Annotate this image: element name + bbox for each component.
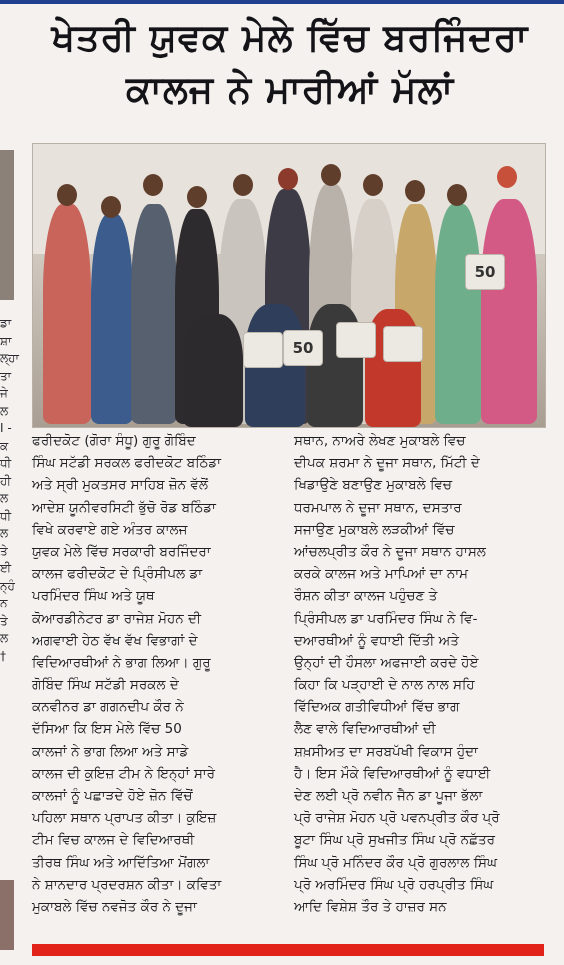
text-line: ਅਗਵਾਈ ਹੇਠ ਵੱਖ ਵੱਖ ਵਿਭਾਗਾਂ ਦੇ: [32, 632, 198, 649]
text-line: ਪ੍ਰਿੰਸੀਪਲ ਡਾ ਪਰਮਿੰਦਰ ਸਿੰਘ ਨੇ ਵਿ-: [294, 610, 478, 627]
headline-line-1: ਖੇਤਰੀ ਯੁਵਕ ਮੇਲੇ ਵਿੱਚ ਬਰਜਿੰਦਰਾ: [51, 16, 529, 59]
text-line: ਤੇ: [0, 613, 8, 628]
photo-head: [321, 164, 341, 186]
photo-person: [43, 204, 91, 424]
text-line: ਆਦੇਸ਼ ਯੂਨੀਵਰਸਿਟੀ ਭੁੱਚੋ ਰੋਡ ਬਠਿੰਡਾ: [32, 499, 216, 516]
text-line: ਕਾਲਜ ਦੀ ਕੁਇਜ਼ ਟੀਮ ਨੇ ਇਨ੍ਹਾਂ ਸਾਰੇ: [32, 765, 216, 782]
text-line: ਗੋਬਿੰਦ ਸਿੰਘ ਸਟੱਡੀ ਸਰਕਲ ਦੇ: [32, 677, 179, 694]
text-line: ਹੈ। ਇਸ ਮੌਕੇ ਵਿਦਿਆਰਥੀਆਂ ਨੂੰ ਵਧਾਈ: [294, 765, 491, 782]
photo-head: [233, 174, 253, 196]
text-line: ਧਰਮਪਾਲ ਨੇ ਦੂਜਾ ਸਥਾਨ, ਦਸਤਾਰ: [294, 499, 462, 516]
adjacent-column-fragment: [0, 315, 19, 965]
photo-person: [183, 314, 243, 427]
text-line: ਕਾਲਜ ਫਰੀਦਕੋਟ ਦੇ ਪ੍ਰਿੰਸੀਪਲ ਡਾ: [32, 566, 203, 583]
text-line: ਤੀਰਥ ਸਿੰਘ ਅਤੇ ਆਦਿੱਤਿਆ ਮੋਂਗਲਾ: [32, 854, 210, 871]
text-line: ਲ: [0, 631, 9, 645]
text-line: ਕੋਆਰਡੀਨੇਟਰ ਡਾ ਰਾਜੇਸ਼ ਮੋਹਨ ਦੀ: [32, 610, 202, 627]
text-line: ਨ੍ਹੰ: [0, 578, 15, 593]
text-line: ਨ: [0, 596, 8, 610]
text-line: ਪ੍ਰੋ ਅਰਮਿੰਦਰ ਸਿੰਘ ਪ੍ਰੋ ਹਰਪ੍ਰੀਤ ਸਿੰਘ: [294, 876, 494, 893]
text-line: ਸ਼ਾ: [0, 333, 12, 348]
photo-head: [187, 186, 207, 208]
text-line: ਕਰਕੇ ਕਾਲਜ ਅਤੇ ਮਾਪਿਆਂ ਦਾ ਨਾਮ: [294, 566, 469, 583]
text-line: ਲ: [0, 403, 9, 418]
headline-line-2: ਕਾਲਜ ਨੇ ਮਾਰੀਆਂ ਮੱਲਾਂ: [126, 68, 454, 111]
text-line: ਡਾ: [0, 316, 12, 330]
photo-person: [91, 214, 133, 424]
adjacent-photo-fragment: [0, 150, 14, 300]
text-line: ਆਦਿ ਵਿਸ਼ੇਸ਼ ਤੌਰ ਤੇ ਹਾਜ਼ਰ ਸਨ: [294, 898, 447, 915]
photo-head: [101, 196, 121, 218]
text-line: ਕਨਵੀਨਰ ਡਾ ਗਗਨਦੀਪ ਕੌਰ ਨੇ: [32, 699, 184, 716]
text-line: ਅਤੇ ਸ੍ਰੀ ਮੁਕਤਸਰ ਸਾਹਿਬ ਜ਼ੋਨ ਵੱਲੋਂ: [32, 477, 208, 494]
text-line: ਈ: [0, 561, 12, 575]
text-line: ਜੇ: [0, 386, 8, 400]
trophy-board: 50: [283, 330, 323, 366]
text-line: ਮੁਕਾਬਲੇ ਵਿੱਚ ਨਵਜੋਤ ਕੌਰ ਨੇ ਦੂਜਾ: [32, 898, 197, 915]
adjacent-photo-fragment-bottom: [0, 880, 14, 950]
text-line: ਰੌਸ਼ਨ ਕੀਤਾ ਕਾਲਜ ਪਹੁੰਚਣ ਤੇ: [294, 588, 438, 605]
text-line: ਪਰਮਿੰਦਰ ਸਿੰਘ ਅਤੇ ਯੂਥ: [32, 588, 155, 605]
text-line: ਫਰੀਦਕੋਟ (ਗੋਰਾ ਸੰਧੂ) ਗੁਰੂ ਗੋਬਿੰਦ: [32, 433, 196, 449]
text-line: ਤੇ: [0, 543, 8, 558]
photo-head: [497, 166, 517, 188]
text-line: ਸਥਾਨ, ਨਾਅਰੇ ਲੇਖਣ ਮੁਕਾਬਲੇ ਵਿਚ: [294, 433, 466, 449]
footer-red-bar: [32, 944, 544, 956]
text-line: ਧੀ: [0, 456, 12, 470]
headline: [20, 12, 560, 116]
text-line: ਵਿਖੇ ਕਰਵਾਏ ਗਏ ਅੰਤਰ ਕਾਲਜ: [32, 521, 188, 538]
text-line: ਲ: [0, 491, 9, 505]
text-line: ਖਿਡਾਉਣੇ ਬਣਾਉਣ ਮੁਕਾਬਲੇ ਵਿਚ: [294, 477, 452, 494]
text-line: ਲ੍ਹਾ: [0, 351, 19, 365]
photo-person: [131, 204, 177, 424]
article-column-left: [32, 430, 282, 945]
trophy-board: 50: [465, 254, 505, 290]
photo-head: [363, 174, 383, 196]
trophy-board: [336, 322, 376, 358]
top-rule: [0, 0, 564, 4]
text-line: ਦੀਪਕ ਸ਼ਰਮਾ ਨੇ ਦੂਜਾ ਸਥਾਨ, ਮਿੱਟੀ ਦੇ: [294, 455, 480, 472]
text-line: ਦੱਸਿਆ ਕਿ ਇਸ ਮੇਲੇ ਵਿੱਚ 50: [32, 721, 182, 738]
text-line: ਸਜਾਉਣ ਮੁਕਾਬਲੇ ਲੜਕੀਆਂ ਵਿੱਚ: [294, 521, 455, 538]
text-line: ਵਿੱਦਿਅਕ ਗਤੀਵਿਧੀਆਂ ਵਿੱਚ ਭਾਗ: [294, 699, 460, 716]
photo-head: [405, 180, 425, 202]
text-line: ਕਿਹਾ ਕਿ ਪੜ੍ਹਾਈ ਦੇ ਨਾਲ ਨਾਲ ਸਹਿ: [294, 677, 475, 694]
text-line: ਟੀਮ ਵਿਚ ਕਾਲਜ ਦੇ ਵਿਦਿਆਰਥੀ: [32, 832, 195, 849]
text-line: I -: [0, 421, 12, 435]
text-line: ਸ਼ਖ਼ਸੀਅਤ ਦਾ ਸਰਬਪੱਖੀ ਵਿਕਾਸ ਹੁੰਦਾ: [294, 743, 478, 760]
text-line: ਨੇ ਸ਼ਾਨਦਾਰ ਪ੍ਰਦਰਸ਼ਨ ਕੀਤਾ। ਕਵਿਤਾ: [32, 876, 222, 893]
photo-head: [278, 168, 298, 190]
text-line: †: [0, 648, 6, 663]
text-line: ਲੈਣ ਵਾਲੇ ਵਿਦਿਆਰਥੀਆਂ ਦੀ: [294, 721, 436, 738]
article-body: [32, 430, 548, 945]
trophy-board: [243, 332, 283, 368]
text-line: ਕ: [0, 438, 9, 453]
text-line: ਧੀ: [0, 508, 12, 523]
text-line: ਯੁਵਕ ਮੇਲੇ ਵਿੱਚ ਸਰਕਾਰੀ ਬਰਜਿੰਦਰਾ: [32, 543, 211, 560]
photo-head: [447, 184, 467, 206]
group-photo: [32, 143, 546, 428]
text-line: ਹੀ: [0, 473, 11, 488]
photo-head: [57, 184, 77, 206]
text-line: ਬੂਟਾ ਸਿੰਘ ਪ੍ਰੋ ਸੁਖਜੀਤ ਸਿੰਘ ਪ੍ਰੋ ਨਛੱਤਰ: [294, 832, 495, 849]
text-line: ਵਿਦਿਆਰਥੀਆਂ ਨੇ ਭਾਗ ਲਿਆ। ਗੁਰੂ: [32, 654, 211, 671]
text-line: ਕਾਲਜਾਂ ਨੂੰ ਪਛਾੜਦੇ ਹੋਏ ਜ਼ੋਨ ਵਿੱਚੋਂ: [32, 788, 193, 804]
text-line: ਸਿੰਘ ਪ੍ਰੋ ਮਨਿੰਦਰ ਕੌਰ ਪ੍ਰੋ ਗੁਰਲਾਲ ਸਿੰਘ: [294, 854, 498, 871]
text-line: ਆਂਚਲਪ੍ਰੀਤ ਕੌਰ ਨੇ ਦੂਜਾ ਸਥਾਨ ਹਾਸਲ: [294, 543, 486, 560]
article-column-right: [294, 430, 544, 945]
trophy-board: [383, 326, 423, 362]
text-line: ਪਹਿਲਾ ਸਥਾਨ ਪ੍ਰਾਪਤ ਕੀਤਾ। ਕੁਇਜ਼: [32, 810, 217, 827]
photo-head: [143, 174, 163, 196]
text-line: ਲ: [0, 526, 9, 540]
photo-person: [435, 204, 481, 424]
text-line: ਪ੍ਰੋ ਰਾਜੇਸ਼ ਮੋਹਨ ਪ੍ਰੋ ਪਵਨਪ੍ਰੀਤ ਕੌਰ ਪ੍ਰੋ: [294, 810, 500, 827]
text-line: ਸਿੰਘ ਸਟੱਡੀ ਸਰਕਲ ਫਰੀਦਕੋਟ ਬਠਿੰਡਾ: [32, 455, 222, 472]
photo-person: [481, 199, 537, 424]
text-line: ਤਾ: [0, 368, 12, 383]
text-line: ਉਨ੍ਹਾਂ ਦੀ ਹੌਸਲਾ ਅਫਜਾਈ ਕਰਦੇ ਹੋਏ: [294, 654, 479, 671]
text-line: ਦੇਣ ਲਈ ਪ੍ਰੋ ਨਵੀਨ ਜੈਨ ਡਾ ਪੂਜਾ ਭੱਲਾ: [294, 788, 483, 804]
text-line: ਦਆਰਥੀਆਂ ਨੂੰ ਵਧਾਈ ਦਿੱਤੀ ਅਤੇ: [294, 632, 459, 649]
text-line: ਕਾਲਜਾਂ ਨੇ ਭਾਗ ਲਿਆ ਅਤੇ ਸਾਡੇ: [32, 743, 189, 760]
